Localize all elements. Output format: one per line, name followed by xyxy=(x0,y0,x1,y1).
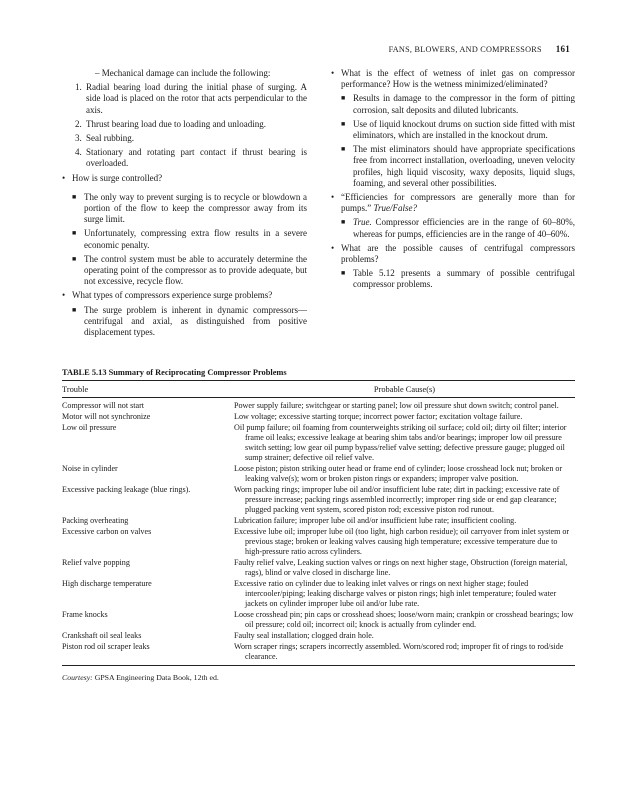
right-column xyxy=(331,68,575,294)
answer-item xyxy=(62,305,307,339)
table-row xyxy=(62,464,575,484)
square-bullet-icon: ■ xyxy=(72,305,77,314)
item-text: Radial bearing load during the initial phase of surging. A side load is placed on the rotor that acts perpendicular to the axis. xyxy=(86,82,307,115)
mechanical-damage-intro: – Mechanical damage can include the following: xyxy=(95,68,271,78)
answer-item xyxy=(331,93,575,115)
table-row xyxy=(62,485,575,515)
running-title: FANS, BLOWERS, AND COMPRESSORS xyxy=(388,45,542,54)
running-head xyxy=(389,44,570,54)
question-surge-types xyxy=(62,290,307,301)
table-row xyxy=(62,401,575,411)
list-item xyxy=(62,119,307,130)
round-bullet-icon: • xyxy=(62,172,66,183)
answer-text: Compressor efficiencies are in the range of 60–80%, whereas for pumps, efficiencies are in the range of 40–60%. xyxy=(353,217,575,239)
question-text: What types of compressors experience surge problems? xyxy=(72,290,273,301)
square-bullet-icon: ■ xyxy=(341,269,346,278)
cause-cell: Excessive ratio on cylinder due to leaking inlet valves or rings on next higher stage; fouled intercooler/piping; leaking discharge valves or piston rings; high inlet temperature; fouled water jackets on cylinder improper lube oil and/or lube rate. xyxy=(234,578,557,609)
item-text: Seal rubbing. xyxy=(86,133,134,144)
answer-item xyxy=(331,268,575,290)
question-wetness xyxy=(331,68,575,90)
answer-item xyxy=(331,144,575,189)
trouble-cell: Relief valve popping xyxy=(62,557,130,567)
answer-text: The mist eliminators should have appropriate specifications free from incorrect installation, overloading, uneven velocity profiles, high liquid viscosity, waxy deposits, liquid slugs, foaming, and several other possibilities. xyxy=(353,144,575,188)
table-row xyxy=(62,527,575,557)
trouble-cell: Motor will not synchronize xyxy=(62,411,151,421)
cause-cell: Oil pump failure; oil foaming from counterweights striking oil surface; cold oil; dirty oil filter; interior frame oil leaks; excessive leakage at bearing shim tabs and/or bearings; improper low oil pressure switch setting; low gear oil pump bypass/relief valve setting; defective pressure gauge; plugged oil sump strainer; defective oil relief valve. xyxy=(234,422,567,463)
item-text: Stationary and rotating part contact if thrust bearing is overloaded. xyxy=(86,147,307,169)
item-number: 4. xyxy=(75,147,82,158)
trouble-cell: High discharge temperature xyxy=(62,578,152,588)
cause-cell: Excessive lube oil; improper lube oil (too light, high carbon residue); oil carryover from inlet system or previous stage; broken or leaking valves causing high temperature; excessive temperature due to high-pressure ratio across cylinders. xyxy=(234,526,570,557)
column-header-cause: Probable Cause(s) xyxy=(373,385,436,394)
table-bottom-rule xyxy=(62,665,575,666)
square-bullet-icon: ■ xyxy=(341,145,346,154)
answer-text: The only way to prevent surging is to recycle or blowdown a portion of the flow to keep the compressor away from its surge limit. xyxy=(84,191,307,225)
answer-item xyxy=(62,192,307,226)
trouble-cell: Excessive packing leakage (blue rings). xyxy=(62,484,191,494)
answer-item xyxy=(331,217,575,239)
table-row xyxy=(62,579,575,609)
table-row xyxy=(62,610,575,630)
true-false-label: True/False? xyxy=(373,203,418,214)
question-text: What is the effect of wetness of inlet gas on compressor performance? How is the wetness minimized/eliminated? xyxy=(341,68,575,90)
column-header-trouble: Trouble xyxy=(62,385,89,394)
question-text: How is surge controlled? xyxy=(72,172,163,183)
table-header xyxy=(62,381,575,397)
problems-table xyxy=(62,368,575,682)
table-body xyxy=(62,398,575,662)
trouble-cell: Crankshaft oil seal leaks xyxy=(62,631,142,641)
courtesy-source: GPSA Engineering Data Book, 12th ed. xyxy=(94,673,219,683)
trouble-cell: Excessive carbon on valves xyxy=(62,526,152,536)
cause-cell: Faulty relief valve, Leaking suction valves or rings on next higher stage, Obstruction (foreign material, rags), blind or valve closed in discharge line. xyxy=(234,557,568,578)
item-text: Thrust bearing load due to loading and unloading. xyxy=(86,118,266,129)
table-row xyxy=(62,412,575,422)
square-bullet-icon: ■ xyxy=(341,119,346,128)
trouble-cell: Compressor will not start xyxy=(62,401,145,410)
trouble-cell: Frame knocks xyxy=(62,610,108,620)
question-text: What are the possible causes of centrifugal compressors problems? xyxy=(341,242,575,265)
table-row xyxy=(62,558,575,578)
answer-label: True. xyxy=(353,217,372,228)
round-bullet-icon: • xyxy=(331,192,335,203)
table-row xyxy=(62,423,575,463)
question-efficiencies xyxy=(331,192,575,214)
answer-text: The surge problem is inherent in dynamic compressors—centrifugal and axial, as distinguished from positive displacement types. xyxy=(84,304,307,338)
question-surge-control xyxy=(62,173,307,184)
round-bullet-icon: • xyxy=(331,242,335,253)
courtesy-label: Courtesy: xyxy=(62,673,93,683)
answer-item xyxy=(62,228,307,250)
cause-cell: Lubrication failure; improper lube oil and/or insufficient lube rate; insufficient cooling. xyxy=(234,516,517,526)
round-bullet-icon: • xyxy=(331,68,335,78)
square-bullet-icon: ■ xyxy=(72,192,77,201)
table-row xyxy=(62,631,575,641)
trouble-cell: Piston rod oil scraper leaks xyxy=(62,641,150,651)
list-item xyxy=(62,133,307,144)
item-number: 1. xyxy=(75,82,82,93)
page-number: 161 xyxy=(555,44,570,54)
cause-cell: Power supply failure; switchgear or starting panel; low oil pressure shut down switch; control panel. xyxy=(234,401,559,410)
trouble-cell: Packing overheating xyxy=(62,516,129,526)
list-item xyxy=(62,82,307,116)
trouble-cell: Low oil pressure xyxy=(62,422,117,432)
answer-text: Results in damage to the compressor in the form of pitting corrosion, salt deposits and diluted lubricants. xyxy=(353,93,575,115)
cause-cell: Faulty seal installation; clogged drain hole. xyxy=(234,631,374,641)
table-footnote xyxy=(62,673,575,682)
question-text: “Efficiencies for compressors are generally more than for pumps.” xyxy=(341,192,575,214)
answer-text: Unfortunately, compressing extra flow results in a severe economic penalty. xyxy=(84,228,307,250)
answer-item xyxy=(331,119,575,141)
answer-text: Table 5.12 presents a summary of possible centrifugal compressor problems. xyxy=(353,268,575,290)
item-number: 2. xyxy=(75,118,82,129)
item-number: 3. xyxy=(75,133,82,144)
square-bullet-icon: ■ xyxy=(72,229,77,238)
table-caption: TABLE 5.13 Summary of Reciprocating Compressor Problems xyxy=(62,368,287,377)
cause-cell: Low voltage; excessive starting torque; incorrect power factor; excitation voltage failure. xyxy=(234,411,523,421)
answer-text: Use of liquid knockout drums on suction side fitted with mist eliminators, which are installed in the knockout drum. xyxy=(353,118,575,141)
list-item xyxy=(62,147,307,169)
square-bullet-icon: ■ xyxy=(341,94,346,103)
table-row xyxy=(62,516,575,526)
cause-cell: Worn scraper rings; scrapers incorrectly assembled. Worn/scored rod; improper fit of rings to rod/side clearance. xyxy=(234,641,564,662)
cause-cell: Loose crosshead pin; pin caps or crosshead shoes; loose/worn main; crankpin or crosshead bearings; low oil pressure; cold oil; incorrect oil; knock is actually from cylinder end. xyxy=(234,610,574,630)
cause-cell: Loose piston; piston striking outer head or frame end of cylinder; loose crosshead lock nut; broken or leaking valve(s); worn or broken piston rings or expanders; improper valve position. xyxy=(234,463,563,484)
question-centrifugal xyxy=(331,243,575,265)
left-column xyxy=(62,68,307,341)
table-row xyxy=(62,642,575,662)
cause-cell: Worn packing rings; improper lube oil and/or insufficient lube rate; dirt in packing; excessive rate of pressure increase; packing rings assembled incorrectly; improper ring side or end gap clearance; plugged packing vent system, scored piston rod; excessive piston rod runout. xyxy=(234,484,560,515)
trouble-cell: Noise in cylinder xyxy=(62,463,118,473)
round-bullet-icon: • xyxy=(62,290,66,301)
square-bullet-icon: ■ xyxy=(341,218,346,227)
answer-item xyxy=(62,254,307,288)
square-bullet-icon: ■ xyxy=(72,254,77,263)
answer-text: The control system must be able to accurately determine the operating point of the compressor as to provide adequate, but not excessive, recycle flow. xyxy=(84,253,307,287)
